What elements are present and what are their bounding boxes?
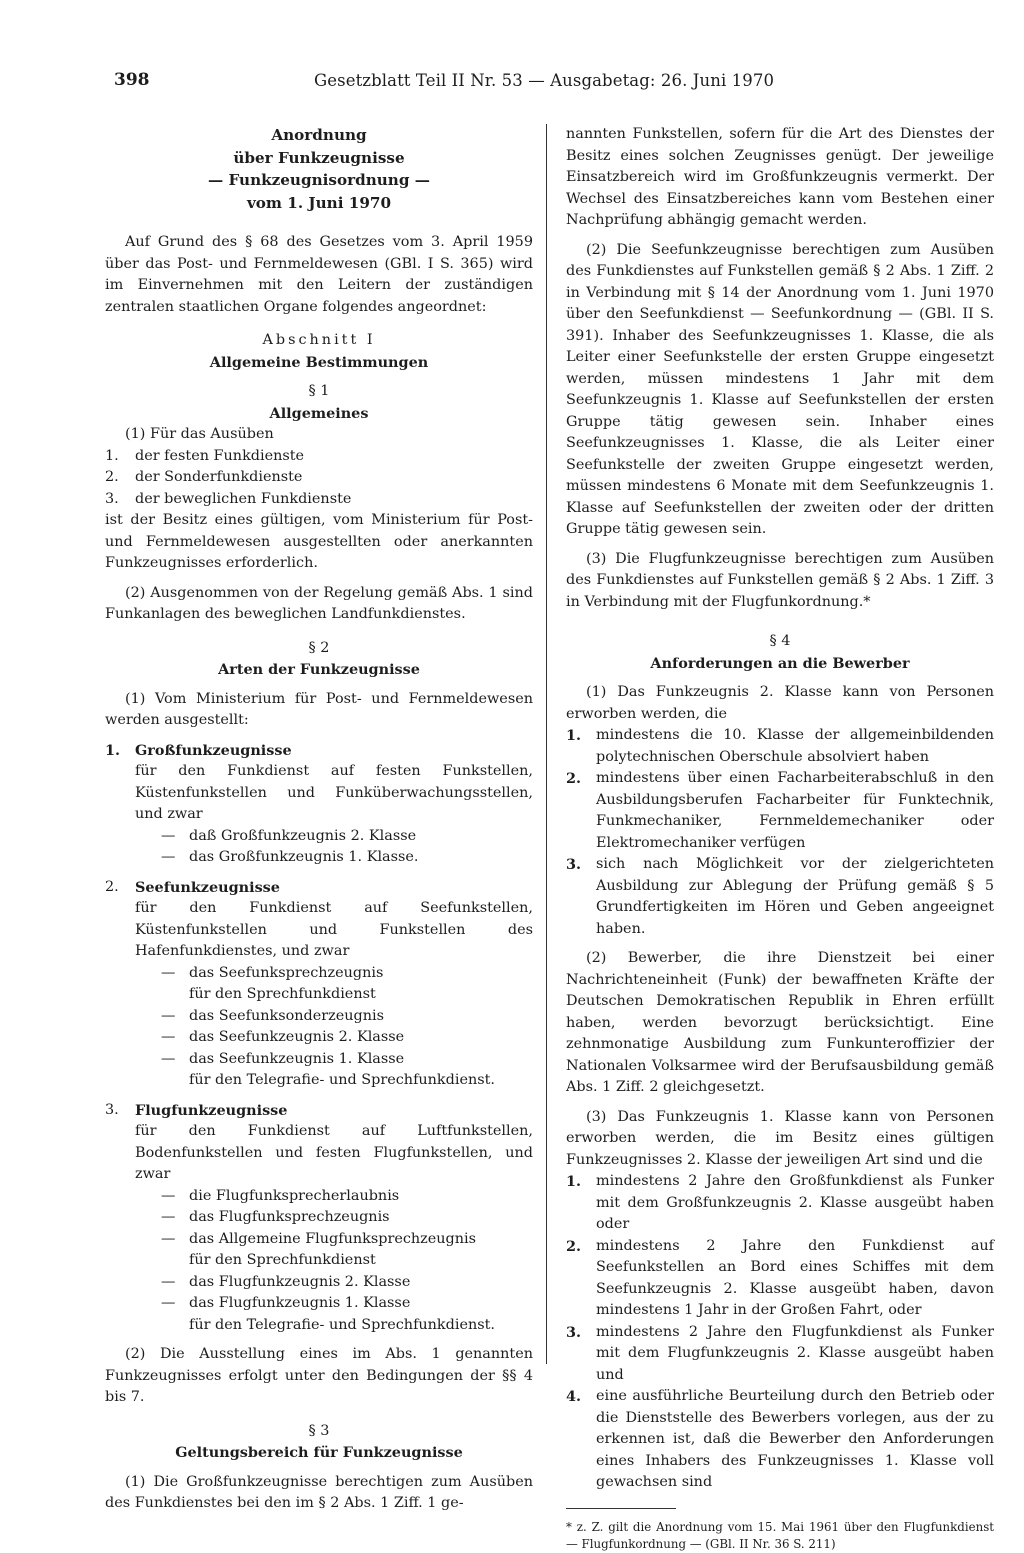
- p3-abs2: (2) Die Seefunkzeugnisse berechtigen zum Ausüben des Funkdienstes auf Funkstellen gemäß § 2 Abs. 1 Ziff. 2 in Verbindung mit § 14 der Anordnung vom 1. Juni 1970 über den Seefunkdienst — Seefunkordnung — (GBl. II S. 391). Inhaber des Seefunkzeugnisses 1. Klasse, die als Leiter einer Seefunkstelle der ersten Gruppe eingesetzt werden, müssen mindestens 1 Jahr mit dem Seefunkzeugnis 1. Klasse auf Seefunkstellen der ersten Gruppe tätig gewesen sein. Inhaber eines Seefunkzeugnisses 1. Klasse, die als Leiter einer Seefunkstelle der zweiten Gruppe eingesetzt werden, müssen mindestens 6 Monate mit dem Seefunkzeugnis 1. Klasse auf Seefunkstellen der zweiten oder der dritten Gruppe tätig gewesen sein.: [566, 241, 994, 537]
- dash: —: [161, 827, 176, 844]
- item-text: der beweglichen Funkdienste: [135, 490, 352, 507]
- dash: —: [161, 849, 176, 865]
- list-item: [135, 1027, 533, 1049]
- preamble: Auf Grund des § 68 des Gesetzes vom 3. April 1959 über das Post- und Fernmeldewesen (GBl. I S. 365) wird im Einvernehmen mit den Leitern der zuständigen zentralen staatlichen Organe folgendes angeordnet:: [105, 234, 533, 315]
- doc-title-1: Anordnung: [271, 126, 367, 144]
- paragraph-1-number: § 1: [308, 383, 330, 399]
- item-number: 2.: [566, 1237, 582, 1255]
- item-text: das Flugfunksprechzeugnis: [189, 1209, 390, 1225]
- item-text: der Sonderfunkdienste: [135, 469, 303, 485]
- list-item: [135, 1272, 533, 1294]
- section-label: Abschnitt I: [262, 332, 376, 348]
- group-title: Flugfunkzeugnisse: [135, 1101, 288, 1119]
- group-3-text: für den Funkdienst auf Luftfunkstellen, Bodenfunkstellen und festen Flugfunkstellen, und zwar: [135, 1123, 533, 1182]
- footnote-rule: [566, 1508, 676, 1509]
- p3-abs3: (3) Die Flugfunkzeugnisse berechtigen zum Ausüben des Funkdienstes auf Funkstellen gemäß § 2 Abs. 1 Ziff. 3 in Verbindung mit der Flugfunkordnung.*: [566, 550, 994, 610]
- item-text: mindestens die 10. Klasse der allgemeinbildenden polytechnischen Oberschule absolviert haben: [596, 727, 994, 765]
- p4-abs3-intro: (3) Das Funkzeugnis 1. Klasse kann von Personen erworben werden, die im Besitz eines gültigen Funkzeugnisses 2. Klasse der jeweiligen Art sind und die: [566, 1108, 994, 1168]
- p3-abs1-start: (1) Die Großfunkzeugnisse berechtigen zum Ausüben des Funkdienstes bei den im § 2 Abs. 1 Ziff. 1 ge-: [105, 1473, 533, 1511]
- item-text: daß Großfunkzeugnis 2. Klasse: [189, 827, 417, 844]
- dash: —: [161, 1209, 176, 1225]
- item-text: das Seefunksonderzeugnis: [189, 1007, 384, 1024]
- list-item: [566, 1386, 994, 1494]
- doc-title-3: — Funkzeugnisordnung —: [208, 171, 430, 189]
- left-column: [105, 124, 533, 1515]
- footnote: * z. Z. gilt die Anordnung vom 15. Mai 1961 über den Flugfunkdienst — Flugfunkordnung — (GBl. II Nr. 36 S. 211): [566, 1519, 994, 1551]
- group-3: [105, 1100, 533, 1122]
- list-item: [135, 1006, 533, 1028]
- p4-abs3-list: [566, 1171, 994, 1494]
- running-head: Gesetzblatt Teil II Nr. 53 — Ausgabetag: 26. Juni 1970: [314, 71, 775, 90]
- page-number: 398: [114, 70, 150, 90]
- item-text: das Seefunkzeugnis 1. Klasse: [189, 1050, 405, 1067]
- p1-list: [105, 446, 533, 511]
- list-item: [566, 1236, 994, 1322]
- paragraph-3-title: Geltungsbereich für Funkzeugnisse: [175, 1444, 463, 1461]
- dash: —: [161, 1050, 176, 1067]
- item-subtext: für den Telegrafie- und Sprechfunkdienst.: [189, 1316, 495, 1333]
- item-subtext: für den Sprechfunkdienst: [189, 986, 376, 1002]
- p3-abs1-cont: nannten Funkstellen, sofern für die Art des Dienstes der Besitz eines solchen Zeugnisses genügt. Der jeweilige Einsatzbereich wird im Großfunkzeugnis vermerkt. Der Wechsel des Einsatzbereiches kann vom Bestehen einer Nachprüfung abhängig gemacht werden.: [566, 126, 994, 228]
- group-number: 2.: [105, 878, 119, 895]
- column-divider: [546, 124, 547, 1364]
- paragraph-2-title: Arten der Funkzeugnisse: [218, 661, 420, 678]
- dash: —: [161, 1295, 176, 1311]
- dash: —: [161, 1007, 176, 1024]
- item-text: mindestens über einen Facharbeiterabschluß in den Ausbildungsberufen Facharbeiter für Funktechnik, Funkmechaniker, Fernmeldemechaniker oder Elektromechaniker verfügen: [596, 770, 994, 851]
- item-text: das Seefunkzeugnis 2. Klasse: [189, 1029, 405, 1045]
- item-text: das Seefunksprechzeugnis: [189, 964, 384, 981]
- item-subtext: für den Telegrafie- und Sprechfunkdienst.: [189, 1072, 495, 1088]
- list-item: [135, 847, 533, 869]
- group-1-text: für den Funkdienst auf festen Funkstellen, Küstenfunkstellen und Funküberwachungsstellen, und zwar: [135, 763, 533, 822]
- p4-abs2: (2) Bewerber, die ihre Dienstzeit bei einer Nachrichteneinheit (Funk) der bewaffneten Kräfte der Deutschen Demokratischen Republik in Ehren erfüllt haben, werden bevorzugt berücksichtigt. Eine zehnmonatige Ausbildung zum Funkunteroffizier der Nationalen Volksarmee wird der Berufsausbildung gemäß Abs. 1 Ziff. 2 gleichgesetzt.: [566, 950, 994, 1095]
- section-title: Allgemeine Bestimmungen: [209, 353, 429, 371]
- item-text: eine ausführliche Beurteilung durch den Betrieb oder die Dienststelle des Bewerbers vorlegen, aus der zu erkennen ist, daß die Bewerber den Anforderungen eines Inhabers des Funkzeugnisses 1. Klasse voll gewachsen sind: [596, 1388, 994, 1490]
- item-number: 3.: [566, 856, 582, 873]
- item-number: 2.: [105, 469, 119, 485]
- item-text: das Allgemeine Flugfunksprechzeugnis: [189, 1230, 477, 1247]
- dash: —: [161, 1029, 176, 1045]
- p4-abs1-intro: (1) Das Funkzeugnis 2. Klasse kann von Personen erworben werden, die: [566, 684, 994, 722]
- p1-abs1-intro: (1) Für das Ausüben: [125, 426, 274, 442]
- paragraph-2-number: § 2: [308, 639, 330, 656]
- group-title: Seefunkzeugnisse: [135, 878, 280, 896]
- dash: —: [161, 1273, 176, 1290]
- dash: —: [161, 1230, 176, 1247]
- item-number: 3.: [566, 1323, 582, 1341]
- item-number: 1.: [105, 447, 119, 464]
- item-text: sich nach Möglichkeit vor der zielgerichteten Ausbildung zur Ablegung der Prüfung gemäß § 5 Grundfertigkeiten im Hören und Geben angeeignet haben.: [596, 856, 994, 937]
- list-item: [566, 768, 994, 854]
- item-text: das Großfunkzeugnis 1. Klasse.: [189, 849, 419, 865]
- list-item: [135, 1186, 533, 1208]
- list-item: [135, 963, 533, 1006]
- paragraph-1-title: Allgemeines: [269, 404, 369, 422]
- item-number: 2.: [566, 770, 582, 787]
- item-number: 3.: [105, 490, 119, 507]
- list-item: [566, 1322, 994, 1387]
- item-text: mindestens 2 Jahre den Großfunkdienst als Funker mit dem Großfunkzeugnis 2. Klasse ausgeübt haben oder: [596, 1173, 994, 1232]
- list-item: [135, 1293, 533, 1336]
- list-item: [105, 489, 533, 511]
- item-text: mindestens 2 Jahre den Funkdienst auf Seefunkstellen an Bord eines Schiffes mit dem Seefunkzeugnis 2. Klasse ausgeübt haben, davon mindestens 1 Jahr in der Großen Fahrt, oder: [596, 1237, 994, 1318]
- item-text: mindestens 2 Jahre den Flugfunkdienst als Funker mit dem Flugfunkzeugnis 2. Klasse ausgeübt haben und: [596, 1323, 994, 1383]
- list-item: [135, 1229, 533, 1272]
- doc-date: vom 1. Juni 1970: [246, 193, 392, 212]
- item-text: der festen Funkdienste: [135, 447, 305, 464]
- p4-abs1-list: [566, 725, 994, 940]
- group-number: 3.: [105, 1101, 119, 1118]
- p1-abs2: (2) Ausgenommen von der Regelung gemäß Abs. 1 sind Funkanlagen des beweglichen Landfunkdienstes.: [105, 584, 533, 622]
- p2-abs1-intro: (1) Vom Ministerium für Post- und Fernmeldewesen werden ausgestellt:: [105, 690, 533, 728]
- page-header: [114, 70, 974, 98]
- group-2: [105, 877, 533, 899]
- group-number: 1.: [105, 741, 121, 759]
- list-item: [105, 446, 533, 468]
- list-item: [135, 1049, 533, 1092]
- item-number: 1.: [566, 1173, 582, 1190]
- list-item: [566, 725, 994, 768]
- list-item: [566, 854, 994, 940]
- p1-abs1-end: ist der Besitz eines gültigen, vom Ministerium für Post- und Fernmeldewesen ausgestellten oder anerkannten Funkzeugnisses erforderlich.: [105, 512, 533, 571]
- item-text: das Flugfunkzeugnis 1. Klasse: [189, 1295, 411, 1311]
- item-subtext: für den Sprechfunkdienst: [189, 1252, 376, 1268]
- item-number: 1.: [566, 727, 582, 744]
- group-2-text: für den Funkdienst auf Seefunkstellen, Küstenfunkstellen und Funkstellen des Hafenfunkdienstes, und zwar: [135, 900, 533, 959]
- paragraph-3-number: § 3: [308, 1422, 330, 1439]
- doc-title-2: über Funkzeugnisse: [233, 148, 405, 167]
- item-text: die Flugfunksprecherlaubnis: [189, 1187, 400, 1204]
- paragraph-4-title: Anforderungen an die Bewerber: [650, 654, 910, 672]
- p2-abs2: (2) Die Ausstellung eines im Abs. 1 genannten Funkzeugnisses erfolgt unter den Bedingungen der §§ 4 bis 7.: [105, 1346, 533, 1405]
- list-item: [135, 1207, 533, 1229]
- paragraph-4-number: § 4: [769, 633, 791, 649]
- dash: —: [161, 964, 176, 981]
- right-column: [566, 124, 994, 1553]
- item-number: 4.: [566, 1388, 582, 1405]
- list-item: [105, 467, 533, 489]
- group-1: [105, 740, 533, 762]
- list-item: [135, 826, 533, 848]
- list-item: [566, 1171, 994, 1236]
- item-text: das Flugfunkzeugnis 2. Klasse: [189, 1273, 411, 1290]
- dash: —: [161, 1187, 176, 1204]
- group-title: Großfunkzeugnisse: [135, 741, 292, 759]
